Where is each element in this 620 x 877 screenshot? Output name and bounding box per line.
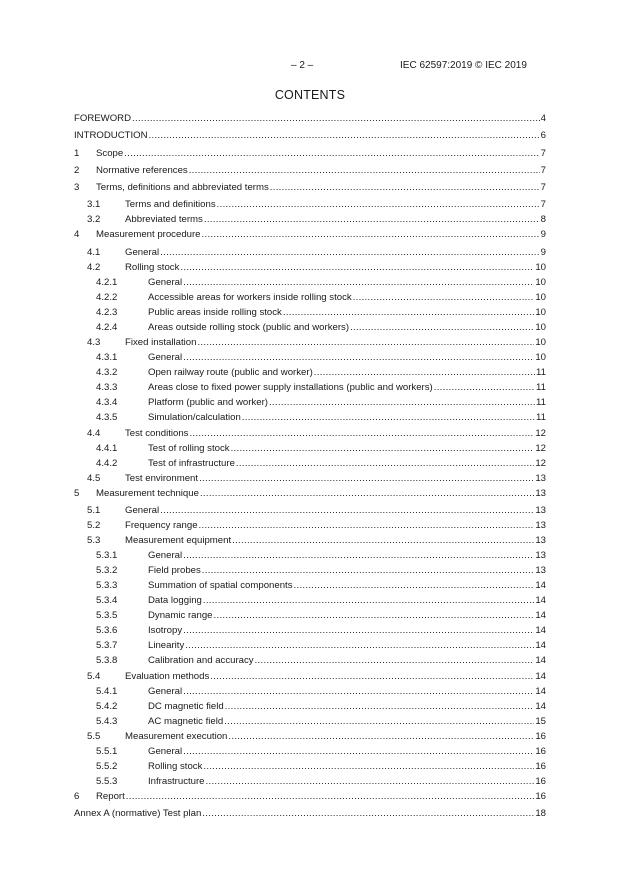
toc-entry-number: 5.3.3	[96, 580, 118, 591]
toc-dot-leader	[232, 534, 534, 547]
toc-entry[interactable]	[74, 181, 546, 194]
toc-entry-page: 9	[540, 247, 546, 258]
toc-entry-number: 4.4.1	[96, 443, 118, 454]
toc-dot-leader	[294, 579, 535, 592]
toc-entry-label: Dynamic range	[148, 610, 213, 621]
toc-entry-number: 5.1	[87, 505, 101, 516]
toc-entry-number: 4.2.3	[96, 307, 118, 318]
toc-entry-label: Areas outside rolling stock (public and workers)	[148, 322, 350, 333]
toc-entry-label: Calibration and accuracy	[148, 655, 254, 666]
toc-entry[interactable]	[74, 164, 546, 177]
toc-entry-label: Public areas inside rolling stock	[148, 307, 282, 318]
toc-dot-leader	[206, 775, 535, 788]
toc-entry-page: 14	[535, 686, 546, 697]
toc-entry-number: 4.2.4	[96, 322, 118, 333]
toc-entry-page: 10	[535, 262, 546, 273]
toc-entry[interactable]	[74, 609, 546, 622]
toc-entry-number: 4.4	[87, 428, 101, 439]
toc-entry[interactable]	[74, 442, 546, 455]
toc-entry-number: 5.3.8	[96, 655, 118, 666]
toc-dot-leader	[204, 213, 540, 226]
toc-entry-label: General	[148, 277, 183, 288]
toc-entry-page: 14	[535, 625, 546, 636]
toc-entry-page: 13	[535, 520, 546, 531]
toc-entry[interactable]	[74, 579, 546, 592]
toc-entry-label: Terms and definitions	[125, 199, 216, 210]
toc-entry-page: 15	[535, 716, 546, 727]
toc-dot-leader	[242, 411, 535, 424]
toc-entry[interactable]	[74, 594, 546, 607]
toc-entry-page: 9	[540, 229, 546, 240]
toc-entry[interactable]	[74, 715, 546, 728]
toc-entry-number: 4.4.2	[96, 458, 118, 469]
toc-entry-number: 5.4.2	[96, 701, 118, 712]
toc-dot-leader	[183, 351, 534, 364]
toc-entry[interactable]	[74, 807, 546, 820]
toc-entry[interactable]	[74, 564, 546, 577]
toc-entry-number: 3.2	[87, 214, 101, 225]
toc-entry[interactable]	[74, 700, 546, 713]
toc-entry-page: 13	[535, 550, 546, 561]
toc-entry-number: 5.3.6	[96, 625, 118, 636]
toc-entry-label: Platform (public and worker)	[148, 397, 268, 408]
toc-entry[interactable]	[74, 639, 546, 652]
toc-entry-page: 7	[540, 165, 546, 176]
toc-entry-label: Summation of spatial components	[148, 580, 293, 591]
toc-entry-page: 16	[535, 731, 546, 742]
toc-entry-label: Field probes	[148, 565, 201, 576]
toc-dot-leader	[185, 639, 534, 652]
toc-entry-page: 11	[536, 382, 546, 393]
toc-entry[interactable]	[74, 321, 546, 334]
toc-entry-number: 5.3.5	[96, 610, 118, 621]
toc-entry-page: 7	[540, 182, 546, 193]
toc-entry-number: 6	[74, 791, 80, 802]
toc-entry-page: 14	[535, 701, 546, 712]
toc-entry-label: Terms, definitions and abbreviated terms	[96, 182, 269, 193]
toc-dot-leader	[183, 276, 534, 289]
toc-entry-label: Measurement equipment	[125, 535, 232, 546]
toc-entry-label: Report	[96, 791, 125, 802]
toc-dot-leader	[160, 246, 540, 259]
toc-entry-label: Test of rolling stock	[148, 443, 230, 454]
toc-dot-leader	[255, 654, 535, 667]
toc-entry-page: 11	[536, 412, 546, 423]
toc-dot-leader	[203, 594, 534, 607]
toc-entry-number: 4.3.3	[96, 382, 118, 393]
toc-entry-label: Evaluation methods	[125, 671, 210, 682]
toc-entry-label: Infrastructure	[148, 776, 205, 787]
toc-entry-page: 10	[535, 352, 546, 363]
toc-entry[interactable]	[74, 381, 546, 394]
toc-entry[interactable]	[74, 147, 546, 160]
toc-entry-number: 3.1	[87, 199, 101, 210]
toc-entry-number: 4.3	[87, 337, 101, 348]
toc-entry-number: 4.2.2	[96, 292, 118, 303]
toc-entry-page: 10	[535, 292, 546, 303]
toc-entry-page: 10	[535, 322, 546, 333]
toc-entry-label: General	[148, 746, 183, 757]
toc-entry-page: 12	[535, 443, 546, 454]
toc-entry[interactable]	[74, 504, 546, 517]
toc-entry[interactable]	[74, 411, 546, 424]
toc-entry-label: General	[148, 550, 183, 561]
toc-entry[interactable]	[74, 213, 546, 226]
toc-entry-number: 5.5.3	[96, 776, 118, 787]
toc-entry-number: 4	[74, 229, 80, 240]
toc-entry[interactable]	[74, 457, 546, 470]
toc-entry[interactable]	[74, 112, 546, 125]
toc-entry-label: General	[125, 505, 160, 516]
toc-entry-number: 5.3.2	[96, 565, 118, 576]
toc-entry[interactable]	[74, 261, 546, 274]
toc-dot-leader	[183, 745, 534, 758]
toc-entry[interactable]	[74, 534, 546, 547]
toc-entry[interactable]	[74, 760, 546, 773]
toc-entry-page: 16	[535, 761, 546, 772]
toc-entry-number: 5.2	[87, 520, 101, 531]
toc-entry-label: General	[148, 352, 183, 363]
toc-entry-page: 11	[536, 397, 546, 408]
toc-dot-leader	[270, 181, 540, 194]
toc-dot-leader	[126, 790, 535, 803]
page-number: – 2 –	[291, 60, 314, 71]
toc-entry-page: 14	[535, 580, 546, 591]
toc-entry-page: 13	[535, 488, 546, 499]
toc-dot-leader	[189, 164, 540, 177]
toc-dot-leader	[160, 504, 534, 517]
toc-entry-page: 18	[535, 808, 546, 819]
toc-dot-leader	[200, 487, 534, 500]
toc-dot-leader	[132, 112, 540, 125]
toc-entry-number: 5.4.3	[96, 716, 118, 727]
toc-entry-label: Fixed installation	[125, 337, 197, 348]
toc-entry-page: 10	[535, 337, 546, 348]
toc-dot-leader	[217, 198, 540, 211]
toc-dot-leader	[350, 321, 534, 334]
toc-entry-page: 4	[540, 113, 546, 124]
toc-entry-number: 4.3.2	[96, 367, 118, 378]
toc-entry-label: INTRODUCTION	[74, 130, 148, 141]
toc-entry-number: 4.3.1	[96, 352, 118, 363]
toc-entry-label: Test of infrastructure	[148, 458, 235, 469]
toc-entry-label: Scope	[96, 148, 124, 159]
toc-dot-leader	[180, 261, 534, 274]
toc-entry-page: 16	[535, 791, 546, 802]
toc-entry-page: 7	[540, 148, 546, 159]
toc-entry-label: General	[125, 247, 160, 258]
toc-dot-leader	[183, 624, 534, 637]
toc-dot-leader	[225, 700, 535, 713]
toc-entry[interactable]	[74, 790, 546, 803]
toc-entry[interactable]	[74, 228, 546, 241]
toc-entry[interactable]	[74, 519, 546, 532]
toc-entry-number: 5.3.1	[96, 550, 118, 561]
toc-entry-page: 13	[535, 473, 546, 484]
toc-entry[interactable]	[74, 427, 546, 440]
toc-entry-page: 16	[535, 776, 546, 787]
toc-dot-leader	[214, 609, 535, 622]
toc-dot-leader	[236, 457, 534, 470]
toc-entry-number: 1	[74, 148, 80, 159]
toc-entry-page: 13	[535, 505, 546, 516]
toc-dot-leader	[434, 381, 535, 394]
toc-entry-page: 13	[535, 565, 546, 576]
toc-entry-label: Areas close to fixed power supply installations (public and workers)	[148, 382, 433, 393]
toc-entry-label: FOREWORD	[74, 113, 132, 124]
toc-entry-number: 4.1	[87, 247, 101, 258]
toc-entry[interactable]	[74, 472, 546, 485]
toc-entry-number: 5.3.4	[96, 595, 118, 606]
toc-entry[interactable]	[74, 730, 546, 743]
toc-dot-leader	[210, 670, 534, 683]
toc-dot-leader	[224, 715, 534, 728]
toc-dot-leader	[197, 336, 534, 349]
toc-dot-leader	[199, 519, 535, 532]
toc-entry-label: Test environment	[125, 473, 199, 484]
toc-entry-label: Rolling stock	[125, 262, 180, 273]
toc-entry-label: Measurement technique	[96, 488, 199, 499]
toc-entry-page: 12	[535, 428, 546, 439]
toc-entry-page: 6	[540, 130, 546, 141]
toc-entry[interactable]	[74, 246, 546, 259]
toc-entry[interactable]	[74, 336, 546, 349]
toc-entry-number: 5.3	[87, 535, 101, 546]
toc-entry[interactable]	[74, 276, 546, 289]
toc-dot-leader	[149, 129, 540, 142]
toc-entry-page: 16	[535, 746, 546, 757]
toc-entry-page: 10	[535, 307, 546, 318]
toc-dot-leader	[231, 442, 535, 455]
toc-dot-leader	[353, 291, 535, 304]
toc-entry-label: Linearity	[148, 640, 185, 651]
toc-entry-page: 14	[535, 610, 546, 621]
toc-dot-leader	[189, 427, 534, 440]
toc-entry-page: 13	[535, 535, 546, 546]
toc-entry[interactable]	[74, 351, 546, 364]
toc-entry-label: Data logging	[148, 595, 202, 606]
toc-entry-label: Simulation/calculation	[148, 412, 241, 423]
toc-entry-label: Open railway route (public and worker)	[148, 367, 313, 378]
toc-dot-leader	[124, 147, 539, 160]
toc-dot-leader	[202, 228, 540, 241]
toc-entry-page: 14	[535, 640, 546, 651]
toc-entry-number: 5.5	[87, 731, 101, 742]
toc-entry-number: 5.3.7	[96, 640, 118, 651]
toc-entry-number: 5.4	[87, 671, 101, 682]
toc-entry-number: 4.3.5	[96, 412, 118, 423]
toc-dot-leader	[228, 730, 534, 743]
toc-entry-page: 7	[540, 199, 546, 210]
toc-entry-number: 2	[74, 165, 80, 176]
toc-entry-page: 14	[535, 671, 546, 682]
toc-entry[interactable]	[74, 670, 546, 683]
toc-entry[interactable]	[74, 366, 546, 379]
toc-dot-leader	[269, 396, 535, 409]
toc-entry[interactable]	[74, 129, 546, 142]
toc-entry[interactable]	[74, 291, 546, 304]
toc-entry[interactable]	[74, 306, 546, 319]
toc-entry-page: 14	[535, 595, 546, 606]
toc-entry-page: 11	[536, 367, 546, 378]
toc-entry-label: Normative references	[96, 165, 188, 176]
toc-entry[interactable]	[74, 396, 546, 409]
toc-entry-label: Frequency range	[125, 520, 198, 531]
toc-entry-label: Rolling stock	[148, 761, 203, 772]
toc-entry-page: 8	[540, 214, 546, 225]
toc-entry-label: DC magnetic field	[148, 701, 224, 712]
toc-entry[interactable]	[74, 654, 546, 667]
toc-entry[interactable]	[74, 198, 546, 211]
toc-entry[interactable]	[74, 685, 546, 698]
toc-dot-leader	[183, 549, 534, 562]
toc-entry-number: 5.5.1	[96, 746, 118, 757]
toc-entry-label: Isotropy	[148, 625, 183, 636]
toc-entry-number: 5.5.2	[96, 761, 118, 772]
toc-entry-label: Annex A (normative) Test plan	[74, 808, 202, 819]
toc-entry-number: 5.4.1	[96, 686, 118, 697]
toc-dot-leader	[203, 760, 534, 773]
toc-dot-leader	[202, 807, 534, 820]
toc-entry-number: 3	[74, 182, 80, 193]
toc-entry-label: Accessible areas for workers inside rolling stock	[148, 292, 352, 303]
toc-dot-leader	[199, 472, 534, 485]
toc-entry-label: AC magnetic field	[148, 716, 224, 727]
toc-entry-label: Measurement procedure	[96, 229, 201, 240]
toc-entry-number: 5	[74, 488, 80, 499]
toc-entry[interactable]	[74, 745, 546, 758]
toc-dot-leader	[283, 306, 534, 319]
toc-entry-number: 4.2.1	[96, 277, 118, 288]
toc-dot-leader	[202, 564, 535, 577]
toc-entry[interactable]	[74, 487, 546, 500]
toc-dot-leader	[183, 685, 534, 698]
toc-entry-label: Abbreviated terms	[125, 214, 203, 225]
toc-entry-label: General	[148, 686, 183, 697]
page-title: CONTENTS	[274, 88, 346, 102]
toc-entry-number: 4.5	[87, 473, 101, 484]
toc-entry-number: 4.2	[87, 262, 101, 273]
toc-entry-number: 4.3.4	[96, 397, 118, 408]
toc-entry-label: Measurement execution	[125, 731, 228, 742]
toc-entry[interactable]	[74, 549, 546, 562]
toc-entry-page: 10	[535, 277, 546, 288]
toc-dot-leader	[314, 366, 535, 379]
toc-entry-page: 14	[535, 655, 546, 666]
document-reference: IEC 62597:2019 © IEC 2019	[400, 60, 527, 71]
toc-entry[interactable]	[74, 624, 546, 637]
toc-entry-page: 12	[535, 458, 546, 469]
toc-entry[interactable]	[74, 775, 546, 788]
toc-entry-label: Test conditions	[125, 428, 189, 439]
